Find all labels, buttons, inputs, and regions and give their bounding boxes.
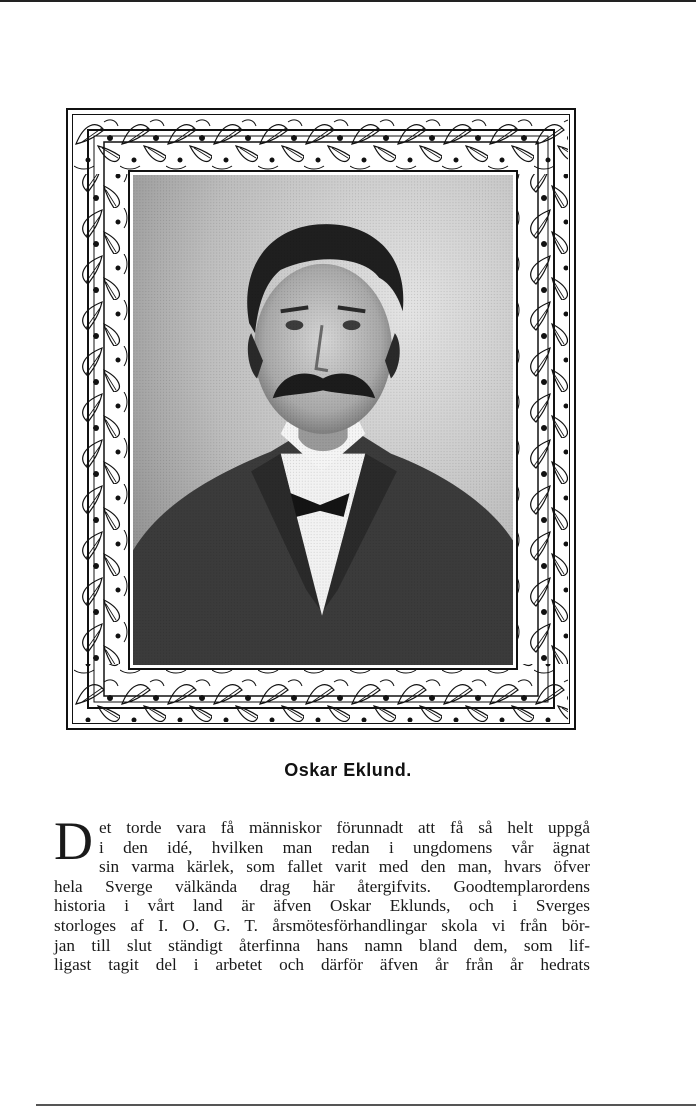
portrait-photo	[130, 172, 516, 668]
article-line: hela Sverge välkända drag här återgifvits. Goodtemplarordens	[54, 876, 590, 896]
article-line: ligast tagit del i arbetet och därför äfven år från år hedrats	[54, 955, 590, 975]
article-line: i den idé, hvilken man redan i ungdomens vår ägnat	[99, 837, 590, 857]
article-line: jan till slut ständigt återfinna hans namn bland dem, som lif-	[54, 935, 590, 955]
portrait-illustration	[133, 175, 513, 665]
article-line: et torde vara få människor förunnadt att få så helt uppgå	[99, 818, 590, 837]
portrait-caption: Oskar Eklund.	[284, 760, 412, 780]
article-line: storloges af I. O. G. T. årsmötesförhandlingar skola vi från bör-	[54, 915, 590, 935]
article-line: historia i vårt land är äfven Oskar Eklunds, och i Sverges	[54, 896, 590, 916]
article-line: sin varma kärlek, som fallet varit med den man, hvars öfver	[99, 857, 590, 877]
top-page-rule	[0, 0, 696, 2]
drop-cap: D	[54, 811, 93, 871]
article-body	[54, 811, 590, 975]
bottom-page-rule	[36, 1104, 696, 1106]
